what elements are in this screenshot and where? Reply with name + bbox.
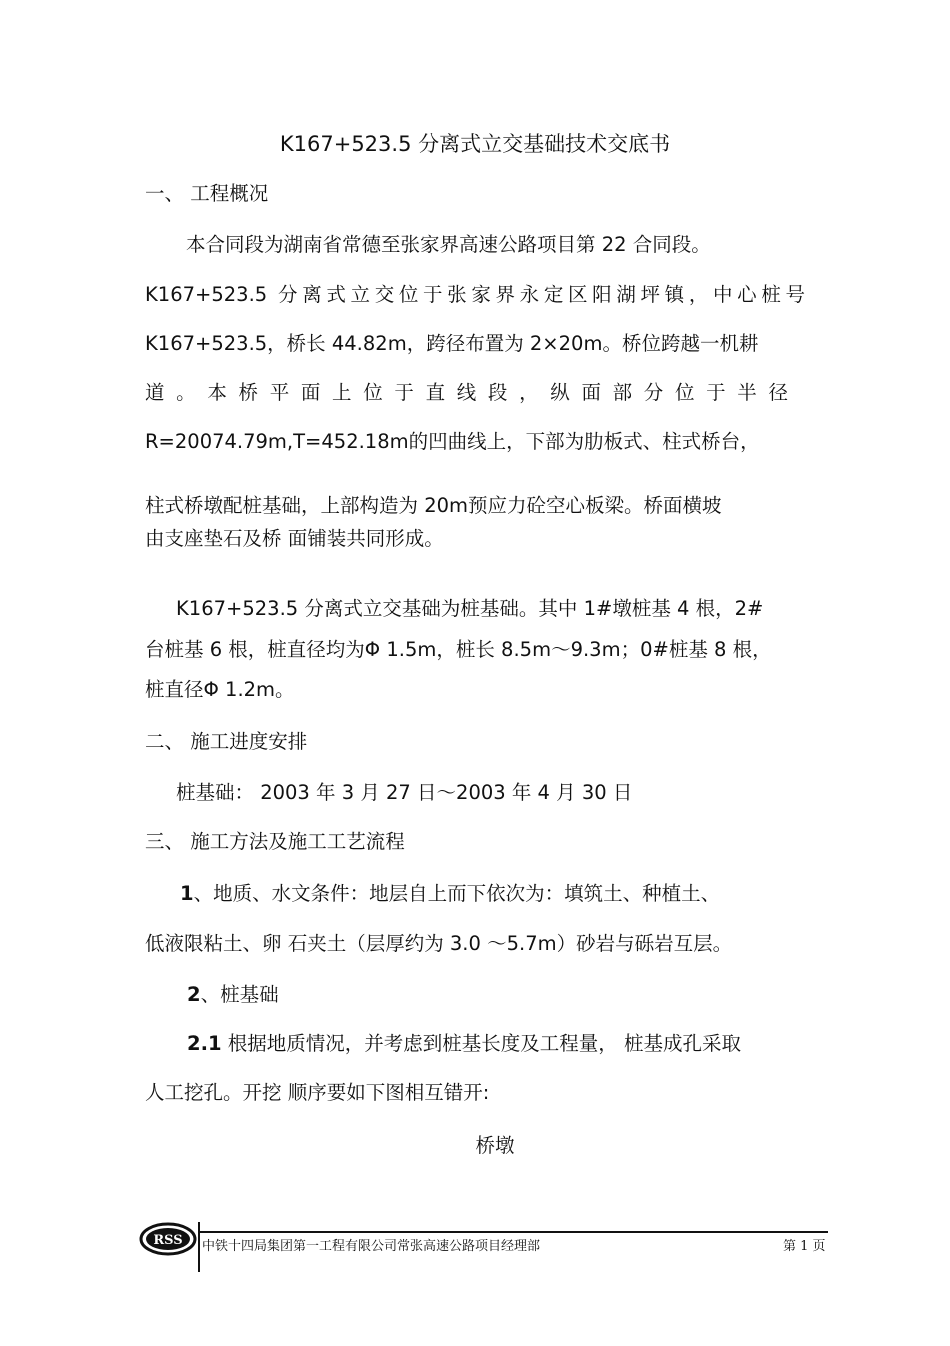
figure-label: 桥墩 — [475, 1134, 515, 1157]
company-logo — [138, 1219, 202, 1259]
item21-line1 — [187, 1031, 741, 1057]
para1-line6: 柱式桥墩配桩基础，上部构造为 20m预应力砼空心板梁。桥面横坡 — [145, 494, 722, 517]
para1-line7: 由支座垫石及桥 面铺装共同形成。 — [145, 527, 444, 550]
schedule-line: 桩基础： 2003 年 3 月 27 日～2003 年 4 月 30 日 — [176, 781, 633, 804]
item21-text: 根据地质情况，并考虑到桩基长度及工程量， 桩基成孔采取 — [221, 1032, 741, 1055]
para1-line4: 道。本桥平面上位于直线段，纵面部分位于半径 — [145, 381, 788, 404]
section-1-heading: 一、 工程概况 — [145, 182, 269, 205]
item2-text: 、桩基础 — [200, 983, 279, 1006]
footer-vertical-rule — [198, 1222, 200, 1272]
item1-line1 — [180, 881, 720, 907]
para1-line3: K167+523.5，桥长 44.82m，跨径布置为 2×20m。桥位跨越一机耕 — [145, 332, 759, 355]
footer-horizontal-rule — [198, 1231, 828, 1233]
item1-text: 、地质、水文条件：地层自上而下依次为：填筑土、种植土、 — [193, 882, 721, 905]
para2-line2: 台桩基 6 根，桩直径均为Φ 1.5m，桩长 8.5m～9.3m；0#桩基 8 根， — [145, 638, 772, 661]
footer-company: 中铁十四局集团第一工程有限公司常张高速公路项目经理部 — [202, 1239, 541, 1254]
logo-lettering: RSS — [153, 1233, 183, 1248]
para1-line2: K167+523.5 分离式立交位于张家界永定区阳湖坪镇，中心桩号 — [145, 283, 805, 306]
item1-number: 1 — [180, 882, 194, 905]
item21-number: 2.1 — [187, 1032, 222, 1055]
para1-line1: 本合同段为湖南省常德至张家界高速公路项目第 22 合同段。 — [186, 233, 711, 256]
item1-line2: 低液限粘土、卵 石夹土（层厚约为 3.0 ～5.7m）砂岩与砾岩互层。 — [145, 932, 733, 955]
item2-line — [187, 982, 279, 1008]
footer-page-number: 第 1 页 — [783, 1239, 826, 1254]
item21-line2: 人工挖孔。开挖 顺序要如下图相互错开: — [145, 1081, 490, 1104]
item2-number: 2 — [187, 983, 201, 1006]
section-2-heading: 二、 施工进度安排 — [145, 730, 308, 753]
para2-line3: 桩直径Φ 1.2m。 — [145, 678, 295, 701]
para2-line1: K167+523.5 分离式立交基础为桩基础。其中 1#墩桩基 4 根，2# — [176, 597, 764, 620]
para1-line5: R=20074.79m,T=452.18m的凹曲线上，下部为肋板式、柱式桥台， — [145, 430, 760, 453]
document-title: K167+523.5 分离式立交基础技术交底书 — [279, 132, 671, 156]
section-3-heading: 三、 施工方法及施工工艺流程 — [145, 830, 405, 853]
